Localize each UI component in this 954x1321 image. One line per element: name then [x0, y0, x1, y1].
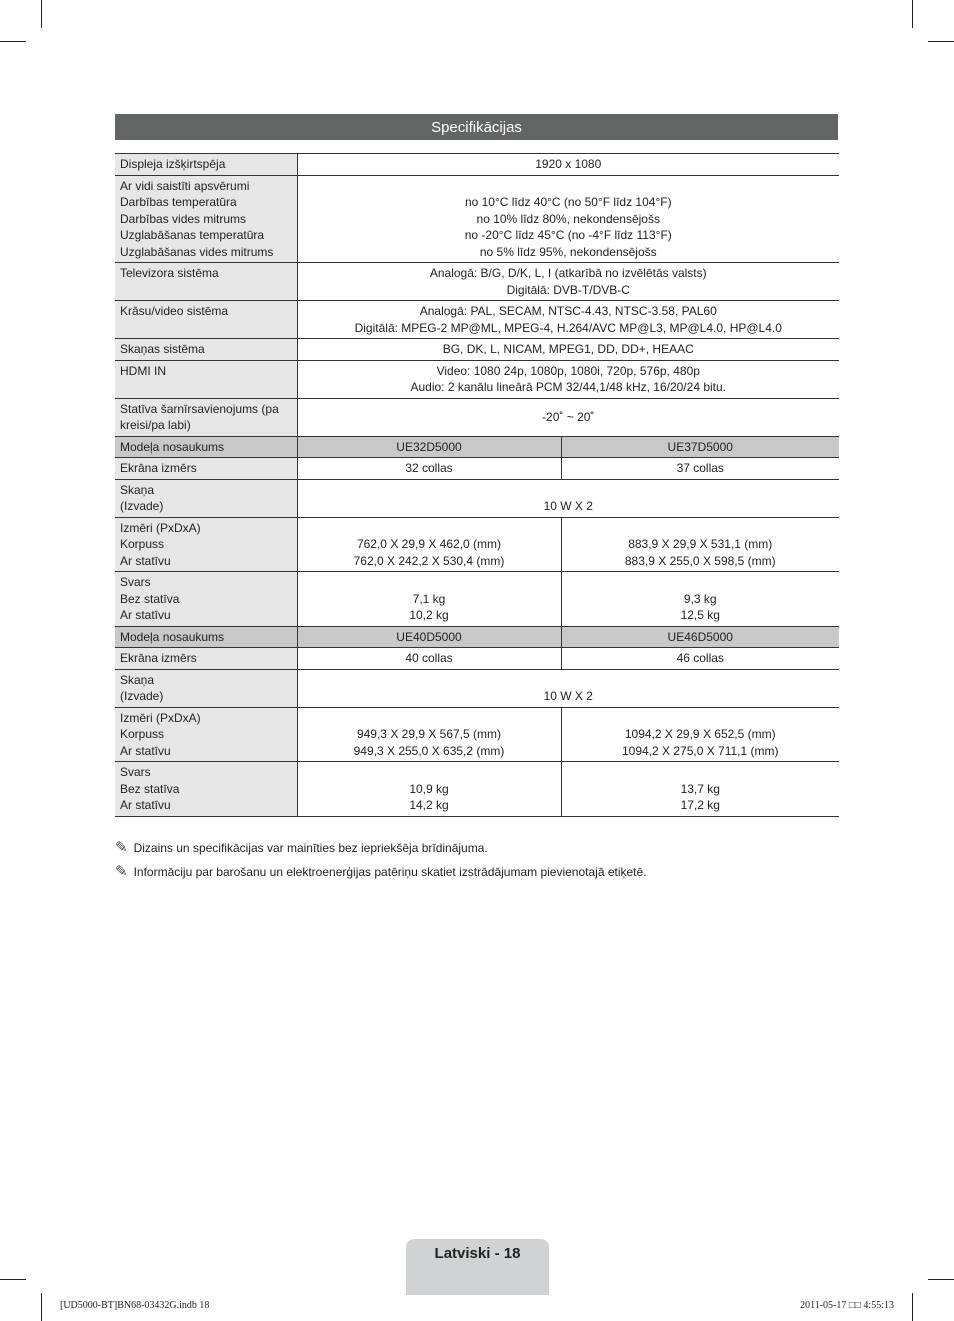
spec-label [115, 436, 297, 458]
spec-value-line: 762,0 X 242,2 X 530,4 (mm) [353, 553, 505, 568]
spec-label-line: Skaņas sistēma [120, 342, 205, 356]
spec-label-line: kreisi/pa labi) [120, 418, 191, 432]
crop-mark [928, 1279, 954, 1280]
spec-value-line: 883,9 X 29,9 X 531,1 (mm) [628, 537, 773, 551]
table-row [115, 707, 839, 762]
spec-value-line: no 5% līdz 95%, nekondensējošs [479, 244, 657, 259]
spec-value [297, 301, 839, 339]
spec-label-line: Korpuss [120, 727, 165, 741]
spec-label-line: Ekrāna izmērs [120, 651, 197, 665]
model-row [115, 626, 839, 648]
spec-value [297, 360, 839, 398]
spec-label-line: Ar statīvu [120, 798, 171, 812]
spec-label-line: Uzglabāšanas vides mitrums [120, 244, 274, 259]
spec-label [115, 458, 297, 480]
spec-label [115, 263, 297, 301]
spec-label-line: Svars [120, 765, 151, 779]
table-row [115, 263, 839, 301]
spec-label-line: Korpuss [120, 537, 165, 551]
spec-value-line: 949,3 X 255,0 X 635,2 (mm) [353, 743, 505, 758]
table-row [115, 398, 839, 436]
spec-label [115, 479, 297, 517]
spec-label-line: HDMI IN [120, 363, 166, 378]
pencil-note-icon: ✎ [115, 839, 128, 856]
spec-value-line: Digitālā: MPEG-2 MP@ML, MPEG-4, H.264/AVC MP@L3, MP@L4.0, HP@L4.0 [354, 320, 782, 335]
notes [115, 836, 647, 884]
spec-label-line: Televizora sistēma [120, 266, 219, 280]
spec-label [115, 360, 297, 398]
spec-value [297, 479, 839, 517]
model-name [297, 626, 561, 648]
spec-label [115, 517, 297, 572]
pencil-note-icon: ✎ [115, 863, 128, 880]
spec-label-line: Ar statīvu [120, 608, 171, 622]
spec-label-line: Svars [120, 575, 151, 589]
spec-value [561, 458, 839, 480]
crop-mark [41, 1293, 42, 1321]
note-item [115, 836, 647, 860]
table-row [115, 360, 839, 398]
spec-label-line: Bez statīva [120, 781, 180, 796]
spec-label-line: (Izvade) [120, 499, 164, 513]
spec-value-line: 9,3 kg [683, 591, 717, 606]
spec-label-line: Ar statīvu [120, 553, 171, 568]
spec-label-line: Ekrāna izmērs [120, 461, 197, 475]
spec-label-line: Displeja izšķirtspēja [120, 157, 226, 171]
spec-label [115, 648, 297, 670]
spec-value-line: 1094,2 X 275,0 X 711,1 (mm) [621, 743, 779, 758]
model-row [115, 436, 839, 458]
spec-value [297, 572, 561, 627]
crop-mark [912, 0, 913, 28]
table-row [115, 175, 839, 263]
spec-label [115, 339, 297, 361]
spec-label [115, 175, 297, 263]
spec-value-line: 1920 x 1080 [535, 157, 602, 171]
spec-label [115, 154, 297, 176]
table-row [115, 479, 839, 517]
spec-value-line: 10 W X 2 [543, 689, 593, 703]
section-title [115, 114, 838, 140]
spec-value [297, 707, 561, 762]
model-name [297, 436, 561, 458]
spec-label-line: Ar vidi saistīti apsvērumi [120, 178, 250, 193]
spec-value-line: 1094,2 X 29,9 X 652,5 (mm) [624, 727, 776, 741]
spec-value-line: 32 collas [405, 461, 453, 475]
spec-label-line: Skaņa [120, 672, 155, 687]
spec-label [115, 762, 297, 817]
spec-value [297, 263, 839, 301]
spec-value-line: BG, DK, L, NICAM, MPEG1, DD, DD+, HEAAC [442, 342, 694, 356]
spec-value [561, 762, 839, 817]
table-row [115, 572, 839, 627]
spec-label-line: Statīva šarnīrsavienojums (pa [120, 401, 279, 416]
table-row [115, 648, 839, 670]
spec-value-line: 40 collas [405, 651, 453, 665]
spec-label-line: (Izvade) [120, 689, 164, 703]
spec-value-line: Audio: 2 kanālu lineārā PCM 32/44,1/48 kHz, 16/20/24 bitu. [410, 380, 727, 394]
spec-value-line: 12,5 kg [680, 608, 720, 622]
model-name-line: UE40D5000 [396, 629, 462, 644]
note-item [115, 860, 647, 884]
spec-value-line: no 10% līdz 80%, nekondensējošs [476, 211, 660, 226]
table-row [115, 301, 839, 339]
spec-value-line: 883,9 X 255,0 X 598,5 (mm) [624, 553, 776, 568]
spec-value [297, 648, 561, 670]
spec-value-line: -20˚ ~ 20˚ [542, 409, 595, 424]
spec-value-line: 13,7 kg [680, 781, 720, 796]
spec-value [297, 154, 839, 176]
spec-label [115, 626, 297, 648]
spec-value-line: Video: 1080 24p, 1080p, 1080i, 720p, 576p, 480p [436, 363, 700, 378]
spec-value-line: Analogā: B/G, D/K, L, I (atkarībā no izvēlētās valsts) [429, 266, 707, 280]
spec-value-line: no -20°C līdz 45°C (no -4°F līdz 113°F) [464, 228, 672, 242]
note-text: Dizains un specifikācijas var mainīties bez iepriekšēja brīdinājuma. [133, 841, 488, 855]
crop-mark [912, 1293, 913, 1321]
note-text: Informāciju par barošanu un elektroenerģijas patēriņu skatiet izstrādājumam pievienotajā etiķetē. [133, 865, 647, 879]
spec-value [297, 517, 561, 572]
model-name-line: UE37D5000 [667, 439, 733, 454]
spec-value-line: 46 collas [676, 651, 724, 665]
spec-label [115, 301, 297, 339]
spec-label [115, 398, 297, 436]
model-name [561, 626, 839, 648]
crop-mark [928, 41, 954, 42]
spec-value [297, 398, 839, 436]
spec-value-line: no 10°C līdz 40°C (no 50°F līdz 104°F) [464, 195, 672, 209]
spec-label-line: Izmēri (PxDxA) [120, 520, 201, 535]
spec-label-line: Skaņa [120, 482, 155, 497]
crop-mark [41, 0, 42, 28]
spec-table [115, 153, 839, 817]
crop-mark [0, 41, 26, 42]
spec-label-line: Modeļa nosaukums [120, 629, 225, 644]
spec-value [297, 669, 839, 707]
spec-value-line: 10,2 kg [409, 608, 449, 622]
spec-label-line: Krāsu/video sistēma [120, 304, 229, 318]
table-row [115, 762, 839, 817]
table-row [115, 669, 839, 707]
spec-value [297, 458, 561, 480]
table-row [115, 458, 839, 480]
spec-value [297, 339, 839, 361]
spec-value-line: 37 collas [676, 461, 724, 475]
spec-label-line: Ar statīvu [120, 743, 171, 758]
spec-value [561, 572, 839, 627]
spec-value-line: Digitālā: DVB-T/DVB-C [506, 282, 630, 297]
table-row [115, 339, 839, 361]
model-name-line: UE46D5000 [667, 629, 733, 644]
model-name-line: UE32D5000 [396, 439, 462, 454]
spec-label [115, 669, 297, 707]
spec-value-line: 762,0 X 29,9 X 462,0 (mm) [356, 537, 502, 551]
spec-label-line: Modeļa nosaukums [120, 439, 225, 454]
crop-mark [0, 1279, 26, 1280]
spec-value-line: 949,3 X 29,9 X 567,5 (mm) [356, 727, 502, 741]
page-number-tab [406, 1239, 549, 1295]
spec-label-line: Izmēri (PxDxA) [120, 710, 201, 725]
footer-file-info: [UD5000-BT]BN68-03432G.indb 18 [60, 1300, 210, 1311]
spec-value [297, 175, 839, 263]
spec-label [115, 572, 297, 627]
section-title-text: Specifikācijas [431, 118, 522, 136]
spec-value-line: Analogā: PAL, SECAM, NTSC-4.43, NTSC-3.58, PAL60 [419, 304, 717, 318]
spec-label-line: Darbības vides mitrums [120, 211, 247, 226]
spec-value [561, 648, 839, 670]
table-row [115, 517, 839, 572]
spec-value [561, 517, 839, 572]
spec-label-line: Darbības temperatūra [120, 195, 237, 209]
spec-value-line: 7,1 kg [412, 591, 446, 606]
spec-label-line: Uzglabāšanas temperatūra [120, 228, 265, 242]
spec-value [561, 707, 839, 762]
table-row [115, 154, 839, 176]
spec-value-line: 10 W X 2 [543, 499, 593, 513]
spec-value-line: 17,2 kg [680, 798, 720, 812]
spec-label-line: Bez statīva [120, 591, 180, 606]
spec-value-line: 10,9 kg [409, 781, 449, 796]
model-name [561, 436, 839, 458]
page-number: Latviski - 18 [434, 1245, 521, 1262]
spec-label [115, 707, 297, 762]
spec-value [297, 762, 561, 817]
footer-timestamp: 2011-05-17 □□ 4:55:13 [800, 1300, 894, 1311]
spec-value-line: 14,2 kg [409, 798, 449, 812]
